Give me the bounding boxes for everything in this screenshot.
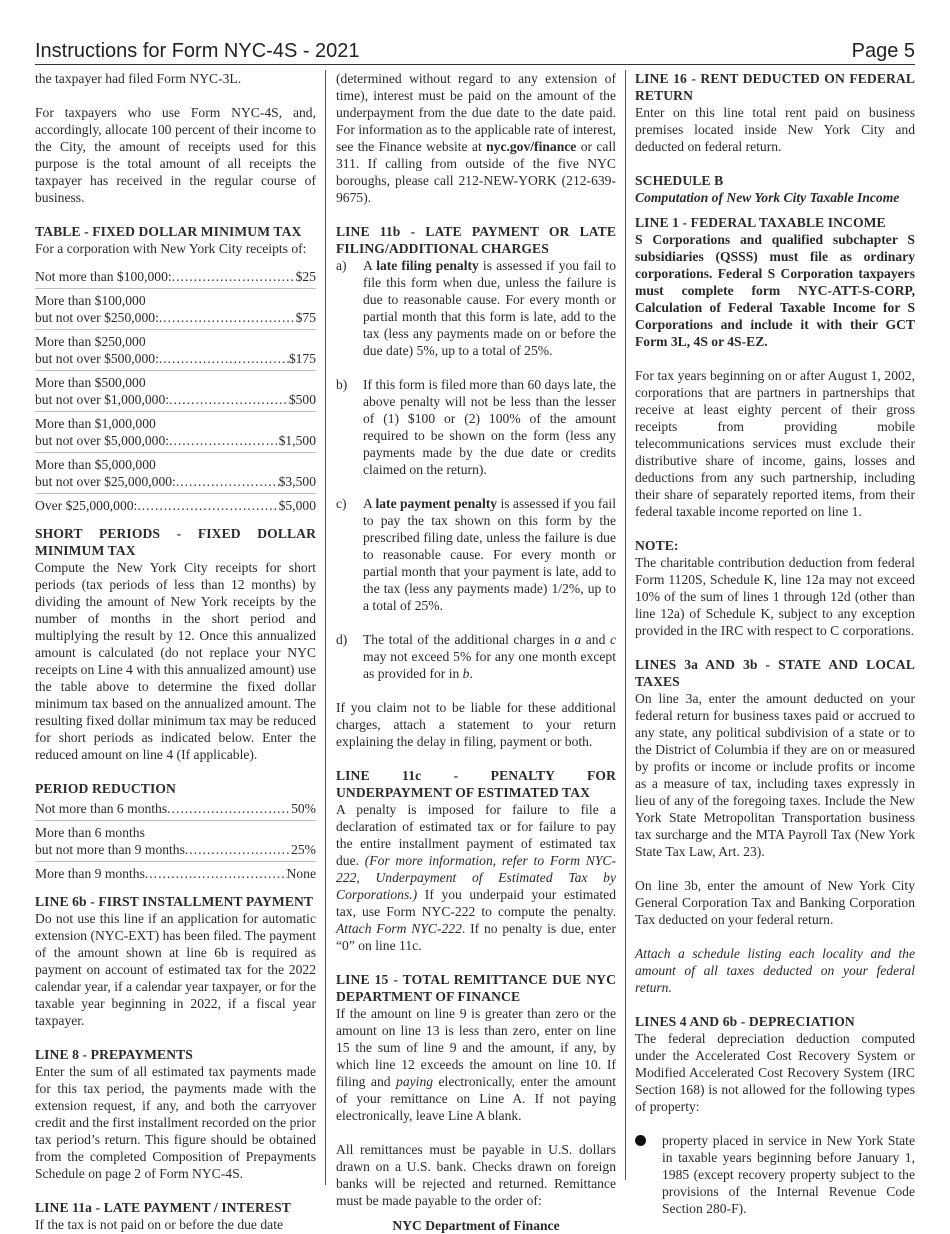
list-text [363,631,616,682]
text-run: is assessed if you fail to file this form when due, unless the failure is due to reasonable cause. For every month or partial month that this form is late, add to the tax (less any payments made on or before the due date) 5%, up to a total of 25%. [363,258,616,358]
table-row-amount: $3,500 [278,474,316,489]
page-header [35,38,915,65]
section-heading: LINES 3a AND 3b - STATE AND LOCAL TAXES [635,657,915,689]
table-row-line [35,800,316,817]
table-row-amount: 50% [291,801,316,816]
paragraph: The federal depreciation deduction computed under the Accelerated Cost Recovery System or Modified Accelerated Cost Recovery System (IRC Section 168) is not allowed for the following types of property: [635,1031,915,1114]
paragraph [336,1005,616,1124]
bullet-icon [635,1135,646,1146]
paragraph: Do not use this line if an application for automatic extension (NYC-EXT) has been filed. The payment of the amount shown at line 6b is required as payment on account of estimated tax for the 2022 calendar year, if a calendar year taxpayer, or for the taxable year beginning in 2022, if a fiscal year taxpayer. [35,911,316,1028]
table-row-line [35,391,316,408]
list-text [363,257,616,359]
list-text: If this form is filed more than 60 days late, the above penalty will not be less than the lesser of (1) $100 or (2) 100% of the amount required to be shown on the form (less any payments made by the due date or credits claimed on the return). [363,377,616,477]
table-row-label: Over $25,000,000: [35,498,138,513]
table-row-range: More than $1,000,000 [35,416,156,431]
table-row-line [35,865,316,882]
text-run: paying [396,1074,434,1089]
list-item [336,376,616,478]
text-run: If you underpaid your estimated tax, use Form NYC-222 to compute the penalty. [336,887,616,919]
table-row-line [35,432,316,449]
section-heading: SHORT PERIODS - FIXED DOLLAR MINIMUM TAX [35,526,316,558]
leader-dots [185,841,291,858]
list-item [336,631,616,682]
table-row-line [35,350,316,367]
table-row-amount: $5,000 [278,498,316,513]
table-row-label: but not over $250,000: [35,310,159,325]
leader-dots [145,865,287,882]
paragraph: For taxpayers who use Form NYC-4S, and, accordingly, allocate 100 percent of their income to the City, the amount of receipts used for this purpose is the total amount of all receipts the taxpayer has received in the regular course of business. [35,105,316,205]
list-marker: b) [336,377,348,392]
text-run: late filing penalty [376,258,479,273]
column-right [635,70,915,1217]
schedule-subtitle: Computation of New York City Taxable Income [635,190,900,205]
paragraph: On line 3b, enter the amount of New York City General Corporation Tax and Banking Corporation Tax deducted on your federal return. [635,878,915,927]
table-row [35,411,316,452]
text-run: The total of the additional charges in [363,632,575,647]
paragraph: S Corporations and qualified subchapter S subsidiaries (QSSS) must file as ordinary corporations. Federal S Corporation taxpayers must complete form NYC-ATT-S-CORP, Calculation of Federal Taxable Income for S Corporations and include it with their GCT Form 3L, 4S or 4S-EZ. [635,232,915,349]
period-reduction-table [35,797,316,885]
text-run: A [363,496,376,511]
list-marker: c) [336,496,347,511]
leader-dots [169,391,289,408]
page-number: Page 5 [851,40,915,62]
leader-dots [137,497,278,514]
section-heading: LINE 11c - PENALTY FOR UNDERPAYMENT OF ESTIMATED TAX [336,768,616,800]
table-row-label: Not more than $100,000: [35,269,172,284]
paragraph: Enter on this line total rent paid on business premises located inside New York City and deducted on federal return. [635,105,915,154]
paragraph: For tax years beginning on or after August 1, 2002, corporations that are partners in partnerships that receive at least eighty percent of their gross receipts from providing mobile telecommunications services must exclude their distributive share of income, gains, losses and deductions from any such partnership, including their share of separately reported items, from their federal taxable income reported on line 1. [635,368,915,519]
leader-dots [167,800,291,817]
text-run: If the amount on line 9 is greater than zero or the amount on line 13 is less than zero, enter on line 15 the sum of line 9 and the amount, if any, by which line 12 exceeds the amount on line 10. If filing and [336,1006,616,1089]
table-row-range: More than $100,000 [35,293,146,308]
section-heading: PERIOD REDUCTION [35,781,176,796]
table-row-label: but not over $1,000,000: [35,392,170,407]
payee-name: NYC Department of Finance [392,1218,560,1233]
section-heading: LINES 4 AND 6b - DEPRECIATION [635,1014,855,1029]
paragraph [336,801,616,954]
table-row-amount: $75 [295,310,316,325]
section-heading: LINE 15 - TOTAL REMITTANCE DUE NYC DEPARTMENT OF FINANCE [336,972,616,1004]
table-row [35,370,316,411]
paragraph: Compute the New York City receipts for short periods (tax periods of less than 12 months) by dividing the amount of New York receipts by the number of months in the short period and multiplying the result by 12. Once this annualized amount is calculated (do not replace your NYC receipts on Line 4 with this annualized amount) use the table above to determine the fixed dollar minimum tax based on the annualized amount. The resulting fixed dollar minimum tax may be reduced for short periods as indicated below. Enter the reduced amount on line 4 (If applicable). [35,560,316,762]
section-heading: TABLE - FIXED DOLLAR MINIMUM TAX [35,224,302,239]
leader-dots [172,268,296,285]
text-run: (For more information, refer to Form NYC-222, Underpayment of Estimated Tax by Corporations.) [336,853,616,902]
table-row-line [35,309,316,326]
paragraph: Enter the sum of all estimated tax payments made for this tax period, the payments made with the extension request, if any, and both the carryover credit and the first installment recorded on the prior tax period’s return. This figure should be obtained from the completed Composition of Prepayments Schedule on page 2 of Form NYC-4S. [35,1064,316,1181]
text-run: b [462,666,470,681]
table-row [35,820,316,861]
table-row [35,493,316,517]
table-row-line [35,841,316,858]
table-row-label: but not over $25,000,000: [35,474,176,489]
column-middle [336,70,616,1234]
list-text [363,495,616,614]
text-run: . [469,666,473,681]
leader-dots [159,350,289,367]
table-row-amount: $500 [288,392,316,407]
leader-dots [169,432,279,449]
leader-dots [159,309,296,326]
paragraph: For a corporation with New York City receipts of: [35,241,307,256]
table-row-amount: 25% [291,842,316,857]
paragraph: Attach a schedule listing each locality and the amount of all taxes deducted on your federal return. [635,946,915,995]
table-row [35,452,316,493]
text-run: (determined without regard to any extension of time), interest must be paid on the amount of the underpayment from the due date to the date paid. For information as to the applicable rate of interest, see the Finance website at [336,71,616,154]
section-heading: LINE 16 - RENT DEDUCTED ON FEDERAL RETURN [635,71,915,103]
list-item [336,257,616,359]
leader-dots [176,473,279,490]
table-row-range: More than $5,000,000 [35,457,156,472]
paragraph: All remittances must be payable in U.S. dollars drawn on a U.S. bank. Checks drawn on foreign banks will be rejected and returned. Remittance must be made payable to the order of: [336,1142,616,1208]
list-item [635,1132,915,1217]
table-row-amount: $175 [288,351,316,366]
list-text: property placed in service in New York State in taxable years beginning before January 1, 1985 (except recovery property subject to the provisions of the Internal Revenue Code Section 280-F). [662,1133,915,1216]
paragraph: On line 3a, enter the amount deducted on your federal return for business taxes paid or accrued to any state, any political subdivision of a state or to the District of Columbia if they are on or measured by profits or income or include profits or income as a measure of tax, including taxes expressly in lieu of any of the foregoing taxes. Include the New York State Metropolitan Transportation business tax surcharge and the MTA Payroll Tax (New York State Tax Law, Art. 23). [635,691,915,859]
section-heading: LINE 11a - LATE PAYMENT / INTEREST [35,1200,291,1215]
list-marker: d) [336,632,348,647]
section-heading: LINE 8 - PREPAYMENTS [35,1047,193,1062]
section-heading: LINE 6b - FIRST INSTALLMENT PAYMENT [35,894,314,909]
text-run: is assessed if you fail to pay the tax shown on this form by the prescribed filing date, unless the failure is due to reasonable cause. For every month or partial month that your payment is late, add to the tax (less any payments made) 1/2%, up to a total of 25%. [363,496,616,613]
section-heading: NOTE: [635,538,679,553]
paragraph: The charitable contribution deduction from federal Form 1120S, Schedule K, line 12a may not exceed 10% of the sum of lines 1 through 12d (other than line 12a) of Schedule K, subject to any exception provided in the IRC with respect to C corporations. [635,555,915,638]
paragraph: If the tax is not paid on or before the due date [35,1217,283,1232]
table-row-label: but not over $500,000: [35,351,159,366]
section-heading: LINE 1 - FEDERAL TAXABLE INCOME [635,215,886,230]
table-row-range: More than $250,000 [35,334,146,349]
section-heading: SCHEDULE B [635,173,724,188]
table-row-label: but not over $5,000,000: [35,433,170,448]
text-run: may not exceed 5% for any one month except as provided for in [363,649,616,681]
table-row-amount: None [286,866,316,881]
document-title: Instructions for Form NYC-4S - 2021 [35,40,360,62]
table-row-line [35,473,316,490]
list-item [336,495,616,614]
table-row-range: More than 6 months [35,825,145,840]
text-run: A [363,258,377,273]
table-row [35,329,316,370]
column-divider [325,70,326,1185]
minimum-tax-table [35,265,316,517]
paragraph: If you claim not to be liable for these additional charges, attach a statement to your return explaining the delay in filing, payment or both. [336,700,616,749]
text-run: late payment penalty [375,496,498,511]
table-row [35,288,316,329]
text-run: a [574,632,582,647]
column-divider [625,70,626,1180]
column-left [35,70,316,1233]
text-run: and [581,632,610,647]
paragraph: the taxpayer had filed Form NYC-3L. [35,71,242,86]
list-marker [635,1132,662,1217]
table-row-label: Not more than 6 months [35,801,168,816]
text-run: A penalty is imposed for failure to file a declaration of estimated tax or for failure to pay the entire installment payment of estimated tax due. [336,802,616,868]
table-row-line [35,497,316,514]
finance-website-link[interactable]: nyc.gov/finance [486,139,577,154]
table-row [35,797,316,820]
table-row-range: More than $500,000 [35,375,146,390]
text-run: c [609,632,616,647]
text-run: or call 311. If calling from outside of the five NYC boroughs, please call 212-NEW-YORK (212-639-9675). [336,139,616,205]
table-row [35,265,316,288]
table-row [35,861,316,885]
table-row-amount: $25 [295,269,316,284]
list-marker: a) [336,258,347,273]
paragraph [336,70,616,206]
text-run: . If no penalty is due, enter “0” on line 11c. [336,921,616,953]
table-row-label: More than 9 months [35,866,145,881]
text-run: electronically, enter the amount of your remittance on Line A. If not paying electronically, leave Line A blank. [336,1074,616,1123]
table-row-line [35,268,316,285]
table-row-amount: $1,500 [278,433,316,448]
text-run: Attach Form NYC-222 [336,921,462,936]
table-row-label: but not more than 9 months [35,842,185,857]
section-heading: LINE 11b - LATE PAYMENT OR LATE FILING/ADDITIONAL CHARGES [336,224,616,256]
